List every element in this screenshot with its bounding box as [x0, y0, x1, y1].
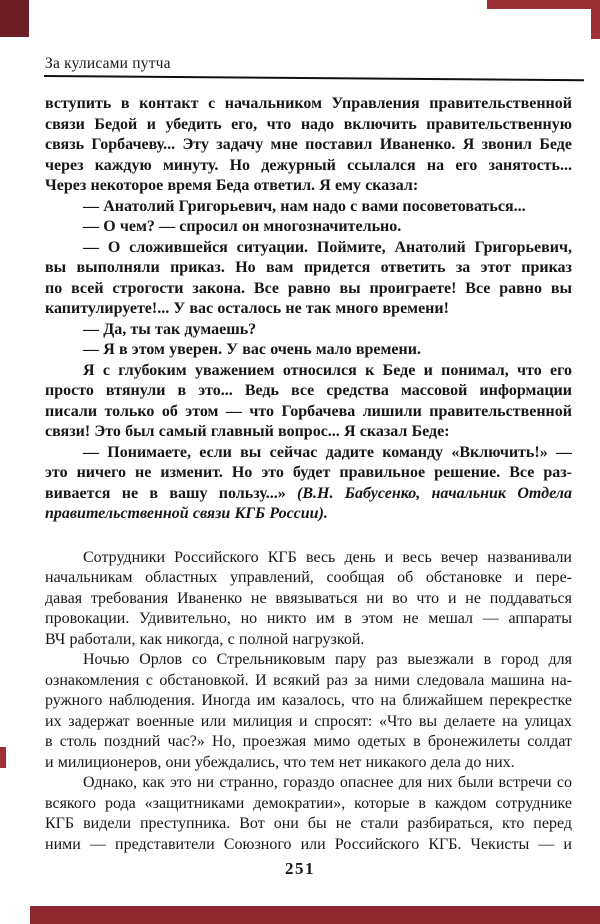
text-line: связи Бедой и убедить его, что надо включить правительственную	[45, 115, 572, 133]
text-line: капитулируете!... У вас осталось не так много времени!	[45, 300, 449, 317]
text-line: — О сложившейся ситуации. Поймите, Анатолий Григорьевич,	[83, 238, 572, 256]
text-segment-italic: (В.Н. Бабусенко, начальник Отдела	[297, 484, 572, 502]
text-line: всякого рода «защитниками демократии», которые в каждом сотруднике	[45, 794, 572, 812]
text-segment: вивается не в вашу пользу...»	[45, 484, 298, 502]
text-line: и милиционеров, они убеждались, что тем нет никакого дела до них.	[45, 753, 515, 771]
text-line: — Понимаете, если вы сейчас дадите команду «Включить!» —	[83, 443, 572, 461]
text-line: связь Горбачеву... Эту задачу мне поставил Иваненко. Я звонил Беде	[45, 136, 572, 153]
page-text	[45, 94, 572, 855]
text-line: просто втянули в это... Ведь все средства массовой информации	[45, 382, 572, 399]
text-line: связи! Это был самый главный вопрос... Я сказал Беде:	[45, 423, 450, 440]
text-line: по всей строгости закона. Все равно вы проиграете! Все равно вы	[45, 279, 572, 297]
text-line: ружного наблюдения. Иногда им казалось, что на ближайшем перекрестке	[45, 692, 572, 709]
running-header: За кулисами путча	[45, 55, 171, 72]
scan-artifact-right-edge-strip	[591, 0, 600, 39]
text-line: правительственной связи КГБ России).	[45, 505, 328, 522]
text-line: Через некоторое время Беда ответил. Я ему сказал:	[45, 177, 419, 194]
scan-artifact-top-left-block	[0, 0, 29, 37]
text-line: КГБ видели преступника. Вот они бы не стали разбираться, кто перед	[45, 815, 572, 832]
text-line: — Анатолий Григорьевич, нам надо с вами посоветоваться...	[83, 197, 526, 215]
text-line: Я с глубоким уважением относился к Беде и понимал, что его	[83, 361, 572, 379]
text-line: вы выполняли приказ. Но вам придется ответить за этот приказ	[45, 259, 572, 276]
page-number: 251	[285, 859, 315, 878]
text-line: вступить в контакт с начальником Управления правительственной	[45, 95, 572, 112]
text-line: это ничего не изменит. Но это будет правильное решение. Все раз-	[45, 464, 572, 481]
text-line: ознакомления с обстановкой. И всякий раз за ними следовала машина на-	[45, 671, 572, 689]
header-rule	[44, 75, 584, 82]
text-line: ними — представители Союзного или Российского КГБ. Чекисты — и	[45, 835, 572, 853]
text-line	[45, 484, 572, 505]
text-line: Ночью Орлов со Стрельниковым пару раз выезжали в город для	[83, 651, 572, 668]
text-line: провокации. Удивительно, но никто им в этом не мешал — аппараты	[45, 610, 572, 627]
text-line: Сотрудники Российского КГБ весь день и весь вечер названивали	[83, 548, 572, 566]
text-line: ВЧ работали, как никогда, с полной нагрузкой.	[45, 630, 365, 648]
text-line: в столь поздний час?» Но, проезжая мимо одетых в бронежилеты солдат	[45, 733, 572, 750]
text-line: начальникам областных управлений, сообщая об обстановке и пере-	[45, 569, 572, 586]
scan-artifact-left-edge-notch	[0, 747, 6, 768]
text-line: — Да, ты так думаешь?	[83, 320, 257, 338]
text-line: — Я в этом уверен. У вас очень мало времени.	[83, 341, 421, 358]
text-line: через каждую минуту. Но дежурный ссылался на его занятость...	[45, 156, 572, 174]
text-line: писали только об этом — что Горбачева лишили правительственной	[45, 402, 572, 420]
scan-artifact-top-right-bar	[487, 0, 600, 9]
scan-artifact-bottom-bar	[30, 906, 600, 924]
text-line: — О чем? — спросил он многозначительно.	[83, 218, 402, 235]
text-line: давая требования Иваненко не ввязываться ни во что и не поддаваться	[45, 589, 572, 607]
text-line: Однако, как это ни странно, гораздо опаснее для них были встречи со	[83, 774, 572, 791]
text-line: их задержат военные или милиция и спросят: «Что вы делаете на улицах	[45, 712, 572, 730]
